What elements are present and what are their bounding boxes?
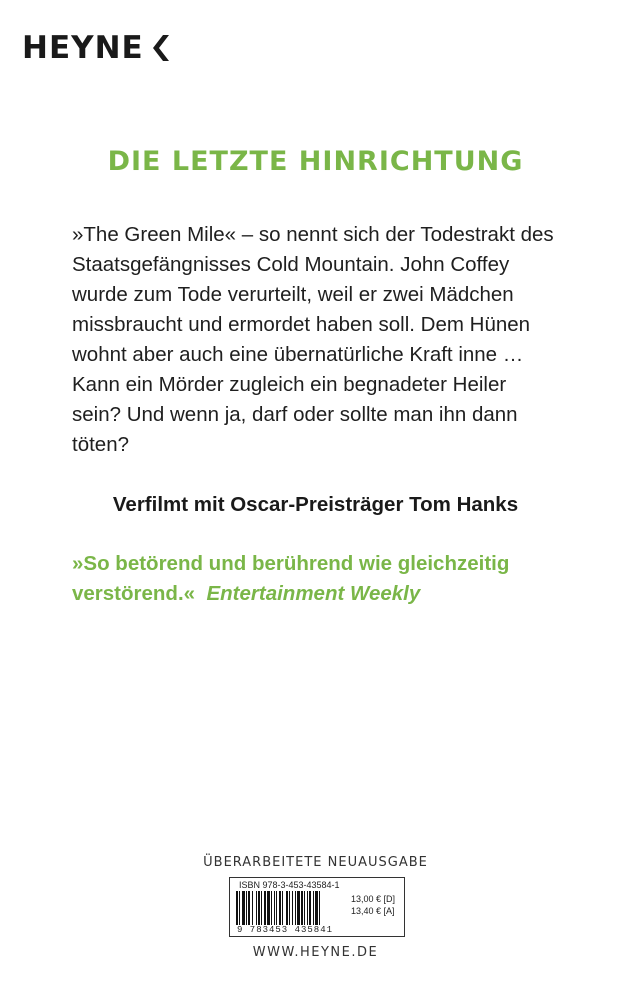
barcode-digits: 9 783453 435841 — [237, 925, 334, 935]
barcode-bar — [282, 891, 283, 925]
barcode-bar — [304, 891, 305, 925]
price-austria: 13,40 € [A] — [351, 906, 395, 916]
barcode-bar — [315, 891, 318, 925]
isbn-text: ISBN 978-3-453-43584-1 — [239, 880, 340, 890]
barcode-bar — [279, 891, 281, 925]
quote-text-end: verstörend.« — [72, 582, 196, 605]
barcode-bar — [271, 891, 272, 925]
barcode-bar — [252, 891, 253, 925]
barcode-bar — [267, 891, 270, 925]
publisher-name: HEYNE — [22, 30, 144, 66]
review-quote — [72, 549, 592, 609]
barcode-bar — [297, 891, 300, 925]
barcode-bar — [286, 891, 288, 925]
blurb-line: Staatsgefängnisses Cold Mountain. John Coffey — [72, 253, 510, 276]
barcode-bar — [256, 891, 257, 925]
barcode-bar — [307, 891, 308, 925]
barcode-bar — [239, 891, 240, 925]
blurb-line: Kann ein Mörder zugleich ein begnadeter Heiler — [72, 373, 507, 396]
barcode-bar — [264, 891, 266, 925]
barcode-label — [229, 877, 405, 937]
blurb-line: »The Green Mile« – so nennt sich der Todestrakt des — [72, 223, 554, 246]
blurb-line: missbraucht und ermordet haben soll. Dem Hünen — [72, 313, 531, 336]
price-germany: 13,00 € [D] — [351, 894, 396, 904]
edition-label: ÜBERARBEITETE NEUAUSGABE — [203, 855, 428, 870]
barcode-bars — [236, 891, 342, 925]
blurb-line: wohnt aber auch eine übernatürliche Kraft inne … — [72, 343, 524, 366]
chevron-left-icon — [149, 33, 171, 63]
barcode-bar — [309, 891, 311, 925]
barcode-bar — [319, 891, 320, 925]
quote-source: Entertainment Weekly — [206, 582, 421, 605]
barcode-bar — [248, 891, 250, 925]
barcode-bar — [289, 891, 290, 925]
book-title: DIE LETZTE HINRICHTUNG — [107, 146, 524, 177]
quote-line-2 — [72, 579, 592, 609]
website-url: WWW.HEYNE.DE — [252, 945, 379, 960]
quote-line-1: »So betörend und berührend wie gleichzeitig — [72, 552, 510, 575]
blurb-line: töten? — [72, 433, 129, 456]
blurb-line: wurde zum Tode verurteilt, weil er zwei Mädchen — [72, 283, 514, 306]
barcode-bar — [261, 891, 262, 925]
publisher-logo — [22, 30, 171, 66]
barcode-bar — [258, 891, 260, 925]
barcode-bar — [292, 891, 293, 925]
barcode-bar — [313, 891, 314, 925]
barcode-bar — [301, 891, 303, 925]
barcode-bar — [242, 891, 245, 925]
blurb-text — [72, 220, 577, 460]
barcode-bar — [295, 891, 296, 925]
barcode-bar — [236, 891, 238, 925]
barcode-bar — [274, 891, 275, 925]
barcode-bar — [246, 891, 247, 925]
film-note: Verfilmt mit Oscar-Preisträger Tom Hanks — [112, 493, 519, 516]
barcode-bar — [276, 891, 277, 925]
blurb-line: sein? Und wenn ja, darf oder sollte man ihn dann — [72, 403, 518, 426]
